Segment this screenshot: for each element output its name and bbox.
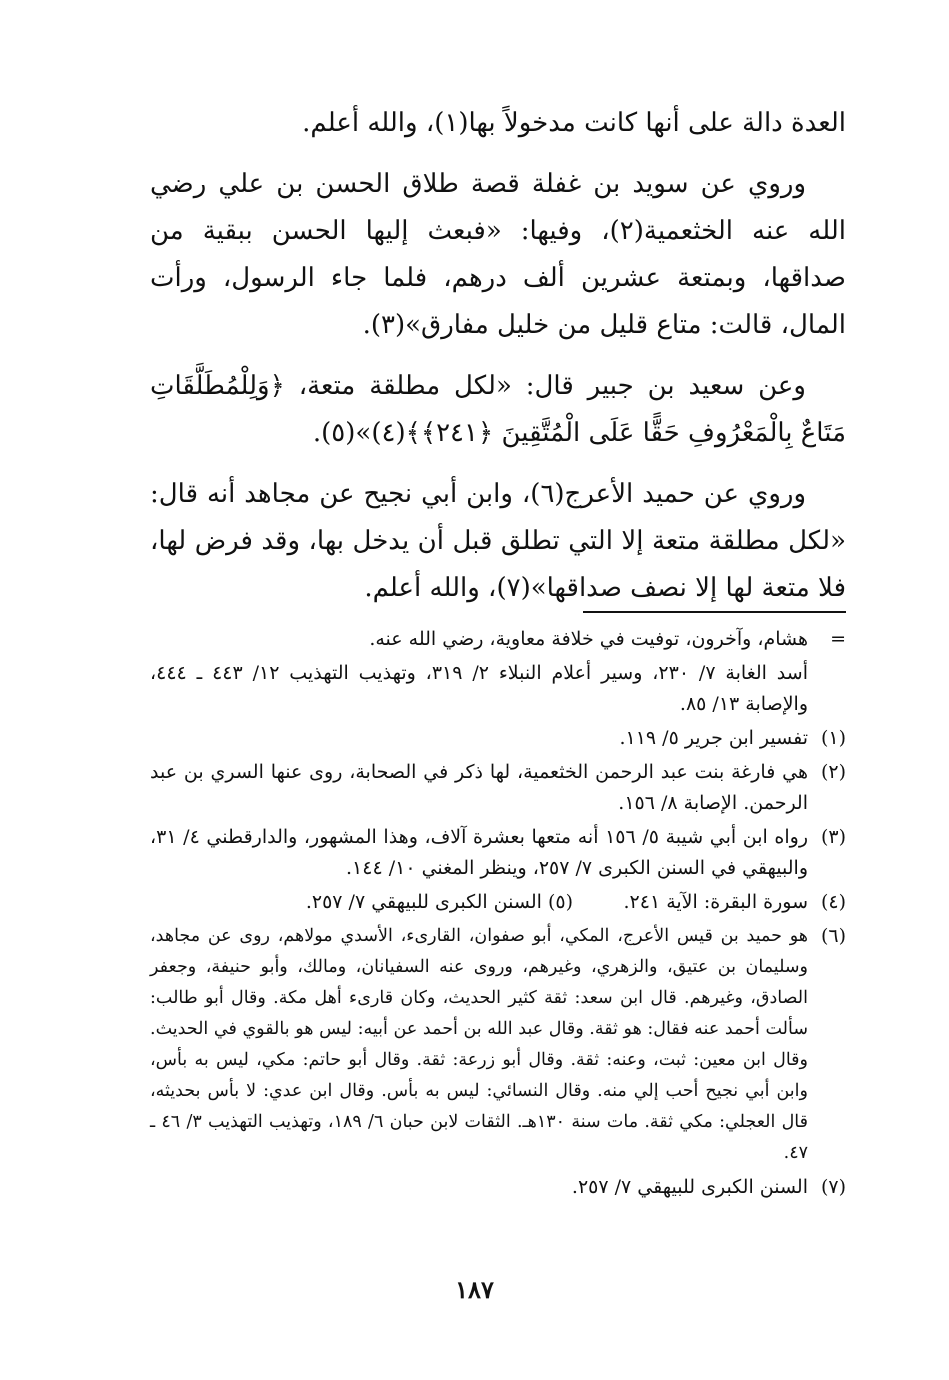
- footnote-number: (٣): [820, 826, 846, 848]
- footnote-continued-refs: [150, 658, 846, 720]
- paragraph-1: العدة دالة على أنها كانت مدخولاً بها(١)، والله أعلم.: [302, 108, 846, 138]
- paragraph-4: وروي عن حميد الأعرج(٦)، وابن أبي نجيح عن مجاهد أنه قال: «لكل مطلقة متعة إلا التي تطلق قبل أن يدخل بها، وقد فرض لها، فلا متعة لها إلا نصف صداقها»(٧)، والله أعلم.: [150, 479, 846, 603]
- footnote-text: رواه ابن أبي شيبة ٥/ ١٥٦ أنه متعها بعشرة آلاف، وهذا المشهور، والدارقطني ٤/ ٣١، والبيهقي في السنن الكبرى ٧/ ٢٥٧، وينظر المغني ١٠/ ١٤٤.: [150, 826, 808, 879]
- footnote-text: هو حميد بن قيس الأعرج، المكي، أبو صفوان، القارىء، الأسدي مولاهم، روى عن مجاهد، وسليمان بن عتيق، والزهري، وغيرهم، وروى عنه السفيانان، ومالك، وأبو حنيفة، وجعفر الصادق، وغيرهم. قال ابن سعد: ثقة كثير الحديث، وكان قارىء أهل مكة. وقال أبو طالب: سألت أحمد عنه فقال: هو ثقة. وقال عبد الله بن أحمد عن أبيه: ليس هو بالقوي في الحديث. وقال ابن معين: ثبت، وعنه: ثقة. وقال أبو زرعة: ثقة. وقال أبو حاتم: مكي، ليس به بأس، وابن أبي نجيح أحب إلي منه. وقال النسائي: ليس به بأس. وقال ابن عدي: لا بأس بحديثه، قال العجلي: مكي ثقة. مات سنة ١٣٠هـ. الثقات لابن حبان ٦/ ١٨٩، وتهذيب التهذيب ٣/ ٤٦ ـ ٤٧.: [150, 926, 808, 1163]
- footnote-text: السنن الكبرى للبيهقي ٧/ ٢٥٧.: [305, 891, 542, 913]
- footnote-number: (٧): [820, 1176, 846, 1198]
- footnote-number: (٥): [547, 891, 573, 913]
- main-text: [150, 100, 846, 626]
- footnote-marker: [808, 658, 846, 720]
- footnotes: [150, 624, 846, 1206]
- footnote-text: أسد الغابة ٧/ ٢٣٠، وسير أعلام النبلاء ٢/ ٣١٩، وتهذيب التهذيب ١٢/ ٤٤٣ ـ ٤٤٤، والإصابة ١٣/ ٨٥.: [150, 662, 808, 715]
- footnote-number: (٢): [820, 761, 846, 783]
- footnote-6: [150, 921, 846, 1169]
- footnote-marker: =: [830, 628, 846, 650]
- footnote-number: (٤): [820, 891, 846, 913]
- footnote-7: [150, 1172, 846, 1203]
- paragraph-3: وعن سعيد بن جبير قال: «لكل مطلقة متعة، ﴿وَلِلْمُطَلَّقَاتِ مَتَاعٌ بِالْمَعْرُوفِ حَقًّا عَلَى الْمُتَّقِينَ ﴿٢٤١﴾﴾(٤)»(٥).: [150, 371, 846, 448]
- footnote-text: تفسير ابن جرير ٥/ ١١٩.: [619, 727, 808, 749]
- footnote-number: (٦): [820, 925, 846, 947]
- footnote-3: [150, 822, 846, 884]
- footnote-text: هشام، وآخرون، توفيت في خلافة معاوية، رضي الله عنه.: [369, 628, 808, 650]
- footnote-number: (١): [820, 727, 846, 749]
- footnote-2: [150, 757, 846, 819]
- footnote-text: السنن الكبرى للبيهقي ٧/ ٢٥٧.: [571, 1176, 808, 1198]
- footnote-1: [150, 723, 846, 754]
- footnote-text: سورة البقرة: الآية ٢٤١.: [623, 891, 808, 913]
- paragraph-2: وروي عن سويد بن غفلة قصة طلاق الحسن بن علي رضي الله عنه الخثعمية(٢)، وفيها: «فبعث إليها الحسن ببقية من صداقها، وبمتعة عشرين ألف درهم، فلما جاء الرسول، ورأت المال، قالت: متاع قليل من خليل مفارق»(٣).: [150, 169, 846, 340]
- footnote-text: هي فارغة بنت عبد الرحمن الخثعمية، لها ذكر في الصحابة، روى عنها السري بن عبد الرحمن. الإصابة ٨/ ١٥٦.: [150, 761, 808, 814]
- footnote-4-5: [150, 887, 846, 918]
- page-number: ١٨٧: [455, 1275, 494, 1304]
- footnote-continued: [150, 624, 846, 655]
- footnote-separator: [583, 611, 846, 613]
- footnote-5: [150, 887, 573, 918]
- footnote-pair: [150, 887, 808, 918]
